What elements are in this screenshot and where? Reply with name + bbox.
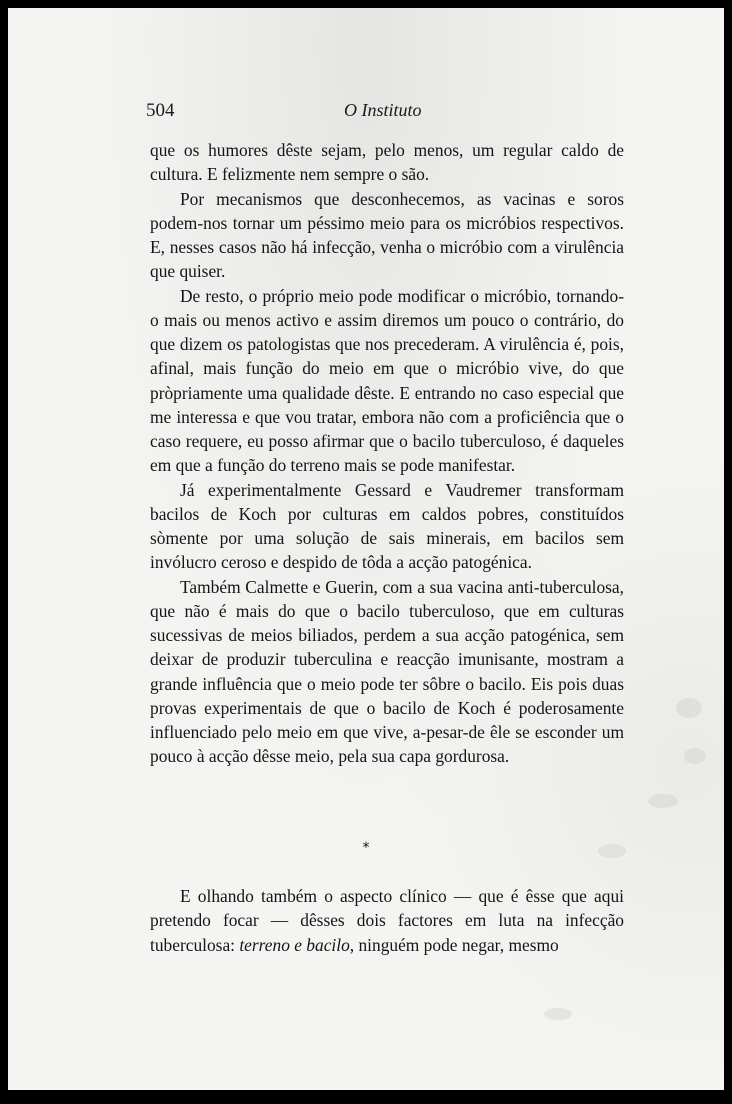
- paragraph-4: Já experimentalmente Gessard e Vaudremer transformam bacilos de Koch por culturas em caldos pobres, constituídos sòmente por uma solução de sais minerais, em bacilos sem invólucro ceroso e despido de tôda a acção patogénica.: [150, 479, 624, 573]
- page-smudge: [684, 748, 706, 764]
- page-smudge: [598, 844, 626, 858]
- body-text: [150, 138, 624, 769]
- paragraph-1: que os humores dêste sejam, pelo menos, um regular caldo de cultura. E felizmente nem sempre o são.: [150, 140, 624, 185]
- paragraph-6: [150, 884, 624, 957]
- page-smudge: [676, 698, 702, 718]
- running-title: O Instituto: [344, 100, 422, 120]
- body-text-continued: [150, 884, 624, 957]
- section-separator: *: [362, 840, 370, 856]
- paragraph-5: Também Calmette e Guerin, com a sua vacina anti-tuberculosa, que não é mais do que o bacilo tuberculoso, que em culturas sucessivas de meios biliados, perdem a sua acção patogénica, sem deixar de produzir tuberculina e reacção imunisante, mostram a grande influência que o meio pode ter sôbre o bacilo. Eis pois duas provas experimentais de que o bacilo de Koch é poderosamente influenciado pelo meio em que vive, a-pesar-de êle se esconder um pouco à acção dêsse meio, pela sua capa gordurosa.: [150, 576, 624, 767]
- paragraph-6-end: ninguém pode negar, mesmo: [354, 934, 559, 955]
- page-header: [8, 100, 724, 126]
- page-smudge: [544, 1008, 572, 1020]
- book-page: [8, 8, 724, 1090]
- paragraph-2: Por mecanismos que desconhecemos, as vacinas e soros podem-nos tornar um péssimo meio para os micróbios respectivos. E, nesses casos não há infecção, venha o micróbio com a virulência que quiser.: [150, 188, 624, 282]
- paragraph-6-italic: terreno e bacilo,: [239, 934, 355, 955]
- paragraph-3: De resto, o próprio meio pode modificar o micróbio, tornando-o mais ou menos activo e assim diremos um pouco o contrário, do que dizem os patologistas que nos precederam. A virulência é, pois, afinal, mais função do meio em que o micróbio vive, do que pròpriamente uma qualidade dêste. E entrando no caso especial que me interessa e que vou tratar, embora não com a proficiência que o caso requere, eu posso afirmar que o bacilo tuberculoso, é daqueles em que a função do terreno mais se pode manifestar.: [150, 285, 624, 476]
- page-number: 504: [146, 100, 175, 121]
- page-smudge: [648, 794, 678, 808]
- paragraph-6-start: E olhando também o aspecto clínico — que é êsse que aqui pretendo focar — dêsses dois factores em luta na infecção tuberculosa:: [150, 886, 624, 955]
